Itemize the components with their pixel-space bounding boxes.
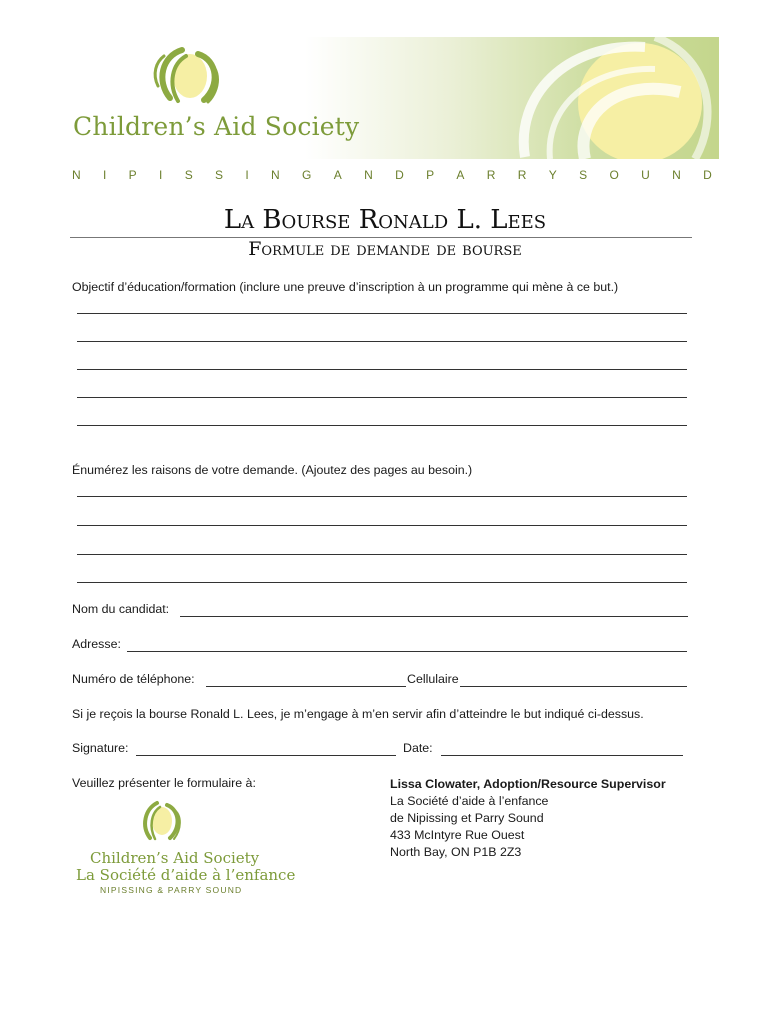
document-title: La Bourse Ronald L. Lees — [223, 205, 547, 235]
contact-name: Lissa Clowater, Adoption/Resource Supervisor — [390, 777, 666, 791]
region-letter: I — [245, 168, 249, 182]
footer-logo-name-fr: La Société d’aide à l’enfance — [76, 866, 296, 884]
region-letter: O — [609, 168, 619, 182]
objective-line-2[interactable] — [77, 341, 687, 342]
date-field[interactable] — [441, 755, 683, 756]
region-letter: P — [426, 168, 435, 182]
region-letter: D — [703, 168, 712, 182]
signature-label: Signature: — [72, 741, 129, 755]
reasons-line-4[interactable] — [77, 582, 687, 583]
org-name: Children’s Aid Society — [73, 112, 360, 141]
region-letter: N — [271, 168, 280, 182]
phone-label: Numéro de téléphone: — [72, 672, 195, 686]
name-field[interactable] — [180, 616, 688, 617]
region-letter: U — [641, 168, 650, 182]
region-letter: P — [128, 168, 137, 182]
objective-label: Objectif d’éducation/formation (inclure une preuve d’inscription à un programme qui mène à ce but.) — [72, 280, 619, 294]
region-letter: I — [103, 168, 107, 182]
region-letter: N — [364, 168, 373, 182]
logo-icon — [148, 46, 228, 106]
region-letter: A — [456, 168, 465, 182]
contact-line-1: La Société d’aide à l’enfance — [390, 794, 549, 808]
address-field[interactable] — [127, 651, 687, 652]
contact-block — [390, 776, 666, 861]
region-letter: I — [159, 168, 163, 182]
region-letter: S — [215, 168, 224, 182]
objective-line-1[interactable] — [77, 313, 687, 314]
document-subtitle: Formule de demande de bourse — [248, 238, 522, 260]
footer-logo-icon — [136, 800, 186, 842]
swirl-graphic — [505, 37, 719, 159]
name-label: Nom du candidat: — [72, 602, 170, 616]
submit-to-label: Veuillez présenter le formulaire à: — [72, 776, 256, 790]
date-label: Date: — [403, 741, 433, 755]
reasons-label: Énumérez les raisons de votre demande. (Ajoutez des pages au besoin.) — [72, 463, 473, 477]
region-letter: D — [395, 168, 404, 182]
cell-label: Cellulaire — [407, 672, 459, 686]
contact-line-3: 433 McIntyre Rue Ouest — [390, 828, 525, 842]
objective-line-4[interactable] — [77, 397, 687, 398]
contact-line-4: North Bay, ON P1B 2Z3 — [390, 845, 522, 859]
region-letter: S — [579, 168, 588, 182]
region-letter: G — [302, 168, 312, 182]
objective-line-5[interactable] — [77, 425, 687, 426]
signature-field[interactable] — [136, 755, 396, 756]
footer-logo-name-en: Children’s Aid Society — [90, 849, 260, 867]
address-label: Adresse: — [72, 637, 121, 651]
cell-field[interactable] — [460, 686, 687, 687]
region-letter: A — [333, 168, 342, 182]
region-letter: R — [486, 168, 496, 182]
footer-logo-region: NIPISSING & PARRY SOUND — [100, 885, 243, 895]
region-letter: S — [184, 168, 193, 182]
objective-line-3[interactable] — [77, 369, 687, 370]
reasons-line-1[interactable] — [77, 496, 687, 497]
region-letter: R — [517, 168, 527, 182]
commitment-statement: Si je reçois la bourse Ronald L. Lees, je m’engage à m’en servir afin d’atteindre le but indiqué ci-dessus. — [72, 707, 644, 721]
region-letters — [72, 168, 712, 182]
reasons-line-3[interactable] — [77, 554, 687, 555]
phone-field[interactable] — [206, 686, 406, 687]
region-letter: N — [72, 168, 81, 182]
contact-line-2: de Nipissing et Parry Sound — [390, 811, 544, 825]
region-letter: Y — [548, 168, 557, 182]
reasons-line-2[interactable] — [77, 525, 687, 526]
region-letter: N — [672, 168, 681, 182]
